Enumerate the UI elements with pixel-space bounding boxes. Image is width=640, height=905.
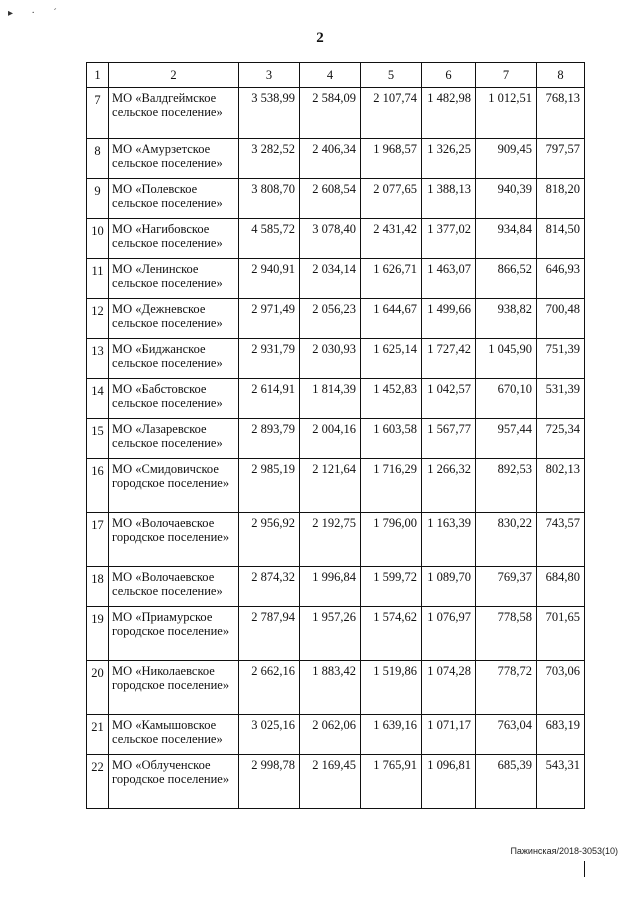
column-header: 4 xyxy=(300,63,361,88)
value-cell-col4: 1 957,26 xyxy=(300,607,361,661)
value-cell-col3: 2 893,79 xyxy=(239,419,300,459)
value-cell-col3: 2 662,16 xyxy=(239,661,300,715)
municipality-name-cell: МО «Полевское сельское поселение» xyxy=(109,179,239,219)
row-number-cell: 9 xyxy=(87,179,109,219)
value-cell-col6: 1 463,07 xyxy=(422,259,476,299)
value-cell-col4: 2 584,09 xyxy=(300,88,361,139)
value-cell-col8: 531,39 xyxy=(537,379,585,419)
value-cell-col3: 3 538,99 xyxy=(239,88,300,139)
value-cell-col8: 802,13 xyxy=(537,459,585,513)
column-header: 3 xyxy=(239,63,300,88)
column-header: 8 xyxy=(537,63,585,88)
table-row xyxy=(87,219,585,259)
table-row xyxy=(87,339,585,379)
row-number-cell: 12 xyxy=(87,299,109,339)
municipality-name-cell: МО «Нагибовское сельское поселение» xyxy=(109,219,239,259)
column-header: 2 xyxy=(109,63,239,88)
value-cell-col7: 830,22 xyxy=(476,513,537,567)
value-cell-col6: 1 326,25 xyxy=(422,139,476,179)
value-cell-col6: 1 567,77 xyxy=(422,419,476,459)
value-cell-col8: 818,20 xyxy=(537,179,585,219)
value-cell-col8: 814,50 xyxy=(537,219,585,259)
value-cell-col3: 3 025,16 xyxy=(239,715,300,755)
row-number-cell: 15 xyxy=(87,419,109,459)
table-row xyxy=(87,419,585,459)
value-cell-col8: 646,93 xyxy=(537,259,585,299)
data-table xyxy=(86,62,585,809)
value-cell-col6: 1 499,66 xyxy=(422,299,476,339)
column-header: 1 xyxy=(87,63,109,88)
value-cell-col6: 1 096,81 xyxy=(422,755,476,809)
table-row xyxy=(87,607,585,661)
value-cell-col8: 700,48 xyxy=(537,299,585,339)
row-number-cell: 13 xyxy=(87,339,109,379)
value-cell-col5: 1 599,72 xyxy=(361,567,422,607)
value-cell-col4: 2 034,14 xyxy=(300,259,361,299)
value-cell-col5: 1 644,67 xyxy=(361,299,422,339)
table-row xyxy=(87,139,585,179)
municipality-name-cell: МО «Дежневское сельское поселение» xyxy=(109,299,239,339)
municipality-name-cell: МО «Николаевское городское поселение» xyxy=(109,661,239,715)
value-cell-col3: 3 282,52 xyxy=(239,139,300,179)
table-row xyxy=(87,379,585,419)
value-cell-col3: 2 971,49 xyxy=(239,299,300,339)
value-cell-col3: 3 808,70 xyxy=(239,179,300,219)
value-cell-col7: 934,84 xyxy=(476,219,537,259)
value-cell-col7: 1 045,90 xyxy=(476,339,537,379)
value-cell-col6: 1 076,97 xyxy=(422,607,476,661)
value-cell-col7: 1 012,51 xyxy=(476,88,537,139)
value-cell-col7: 778,58 xyxy=(476,607,537,661)
value-cell-col8: 797,57 xyxy=(537,139,585,179)
value-cell-col5: 1 639,16 xyxy=(361,715,422,755)
municipality-name-cell: МО «Приамурское городское поселение» xyxy=(109,607,239,661)
value-cell-col4: 2 169,45 xyxy=(300,755,361,809)
value-cell-col4: 2 406,34 xyxy=(300,139,361,179)
table-row xyxy=(87,755,585,809)
municipality-name-cell: МО «Облученское городское поселение» xyxy=(109,755,239,809)
municipality-name-cell: МО «Валдгеймское сельское поселение» xyxy=(109,88,239,139)
column-header: 6 xyxy=(422,63,476,88)
value-cell-col3: 2 874,32 xyxy=(239,567,300,607)
value-cell-col3: 2 998,78 xyxy=(239,755,300,809)
value-cell-col3: 2 931,79 xyxy=(239,339,300,379)
row-number-cell: 19 xyxy=(87,607,109,661)
value-cell-col5: 1 519,86 xyxy=(361,661,422,715)
table-row xyxy=(87,259,585,299)
value-cell-col6: 1 482,98 xyxy=(422,88,476,139)
value-cell-col4: 2 062,06 xyxy=(300,715,361,755)
value-cell-col3: 2 787,94 xyxy=(239,607,300,661)
row-number-cell: 8 xyxy=(87,139,109,179)
value-cell-col8: 543,31 xyxy=(537,755,585,809)
value-cell-col5: 2 107,74 xyxy=(361,88,422,139)
column-header: 7 xyxy=(476,63,537,88)
municipality-name-cell: МО «Биджанское сельское поселение» xyxy=(109,339,239,379)
municipality-name-cell: МО «Волочаевское сельское поселение» xyxy=(109,567,239,607)
table-row xyxy=(87,715,585,755)
value-cell-col4: 2 192,75 xyxy=(300,513,361,567)
value-cell-col5: 1 796,00 xyxy=(361,513,422,567)
value-cell-col3: 2 956,92 xyxy=(239,513,300,567)
value-cell-col7: 940,39 xyxy=(476,179,537,219)
value-cell-col4: 1 814,39 xyxy=(300,379,361,419)
value-cell-col5: 1 765,91 xyxy=(361,755,422,809)
value-cell-col4: 2 608,54 xyxy=(300,179,361,219)
municipality-name-cell: МО «Волочаевское городское поселение» xyxy=(109,513,239,567)
value-cell-col4: 3 078,40 xyxy=(300,219,361,259)
value-cell-col4: 1 883,42 xyxy=(300,661,361,715)
municipality-name-cell: МО «Бабстовское сельское поселение» xyxy=(109,379,239,419)
value-cell-col5: 1 603,58 xyxy=(361,419,422,459)
scan-corner-marks: ▸ · ˊ xyxy=(8,8,65,19)
value-cell-col5: 2 431,42 xyxy=(361,219,422,259)
table-row xyxy=(87,88,585,139)
value-cell-col6: 1 089,70 xyxy=(422,567,476,607)
value-cell-col6: 1 042,57 xyxy=(422,379,476,419)
table-row xyxy=(87,513,585,567)
footer-rule xyxy=(584,861,585,877)
value-cell-col8: 768,13 xyxy=(537,88,585,139)
value-cell-col5: 1 625,14 xyxy=(361,339,422,379)
value-cell-col3: 2 614,91 xyxy=(239,379,300,419)
value-cell-col8: 701,65 xyxy=(537,607,585,661)
table-row xyxy=(87,459,585,513)
value-cell-col8: 725,34 xyxy=(537,419,585,459)
column-header: 5 xyxy=(361,63,422,88)
page-number: 2 xyxy=(316,30,324,46)
value-cell-col6: 1 163,39 xyxy=(422,513,476,567)
value-cell-col7: 909,45 xyxy=(476,139,537,179)
table-row xyxy=(87,567,585,607)
value-cell-col4: 2 004,16 xyxy=(300,419,361,459)
value-cell-col5: 1 574,62 xyxy=(361,607,422,661)
value-cell-col6: 1 071,17 xyxy=(422,715,476,755)
municipality-name-cell: МО «Камышовское сельское поселение» xyxy=(109,715,239,755)
row-number-cell: 7 xyxy=(87,88,109,139)
value-cell-col7: 769,37 xyxy=(476,567,537,607)
value-cell-col5: 1 716,29 xyxy=(361,459,422,513)
row-number-cell: 20 xyxy=(87,661,109,715)
row-number-cell: 17 xyxy=(87,513,109,567)
value-cell-col8: 684,80 xyxy=(537,567,585,607)
document-footer-id: Пажинская/2018-3053(10) xyxy=(510,846,618,856)
value-cell-col8: 703,06 xyxy=(537,661,585,715)
municipality-name-cell: МО «Смидовичское городское поселение» xyxy=(109,459,239,513)
row-number-cell: 16 xyxy=(87,459,109,513)
value-cell-col7: 957,44 xyxy=(476,419,537,459)
municipality-name-cell: МО «Амурзетское сельское поселение» xyxy=(109,139,239,179)
value-cell-col4: 2 121,64 xyxy=(300,459,361,513)
value-cell-col3: 4 585,72 xyxy=(239,219,300,259)
value-cell-col5: 1 452,83 xyxy=(361,379,422,419)
table-row xyxy=(87,179,585,219)
municipality-name-cell: МО «Ленинское сельское поселение» xyxy=(109,259,239,299)
value-cell-col7: 938,82 xyxy=(476,299,537,339)
row-number-cell: 21 xyxy=(87,715,109,755)
row-number-cell: 10 xyxy=(87,219,109,259)
value-cell-col5: 1 968,57 xyxy=(361,139,422,179)
value-cell-col8: 743,57 xyxy=(537,513,585,567)
value-cell-col7: 892,53 xyxy=(476,459,537,513)
value-cell-col7: 778,72 xyxy=(476,661,537,715)
value-cell-col7: 763,04 xyxy=(476,715,537,755)
value-cell-col6: 1 388,13 xyxy=(422,179,476,219)
value-cell-col5: 1 626,71 xyxy=(361,259,422,299)
value-cell-col8: 683,19 xyxy=(537,715,585,755)
table-header-row xyxy=(87,63,585,88)
row-number-cell: 22 xyxy=(87,755,109,809)
row-number-cell: 18 xyxy=(87,567,109,607)
value-cell-col6: 1 074,28 xyxy=(422,661,476,715)
value-cell-col7: 866,52 xyxy=(476,259,537,299)
value-cell-col6: 1 266,32 xyxy=(422,459,476,513)
value-cell-col4: 2 056,23 xyxy=(300,299,361,339)
value-cell-col5: 2 077,65 xyxy=(361,179,422,219)
value-cell-col6: 1 727,42 xyxy=(422,339,476,379)
row-number-cell: 14 xyxy=(87,379,109,419)
value-cell-col7: 685,39 xyxy=(476,755,537,809)
table-row xyxy=(87,299,585,339)
table-row xyxy=(87,661,585,715)
value-cell-col7: 670,10 xyxy=(476,379,537,419)
value-cell-col3: 2 985,19 xyxy=(239,459,300,513)
value-cell-col8: 751,39 xyxy=(537,339,585,379)
value-cell-col6: 1 377,02 xyxy=(422,219,476,259)
value-cell-col4: 1 996,84 xyxy=(300,567,361,607)
table-body xyxy=(87,88,585,809)
value-cell-col3: 2 940,91 xyxy=(239,259,300,299)
municipality-name-cell: МО «Лазаревское сельское поселение» xyxy=(109,419,239,459)
row-number-cell: 11 xyxy=(87,259,109,299)
value-cell-col4: 2 030,93 xyxy=(300,339,361,379)
